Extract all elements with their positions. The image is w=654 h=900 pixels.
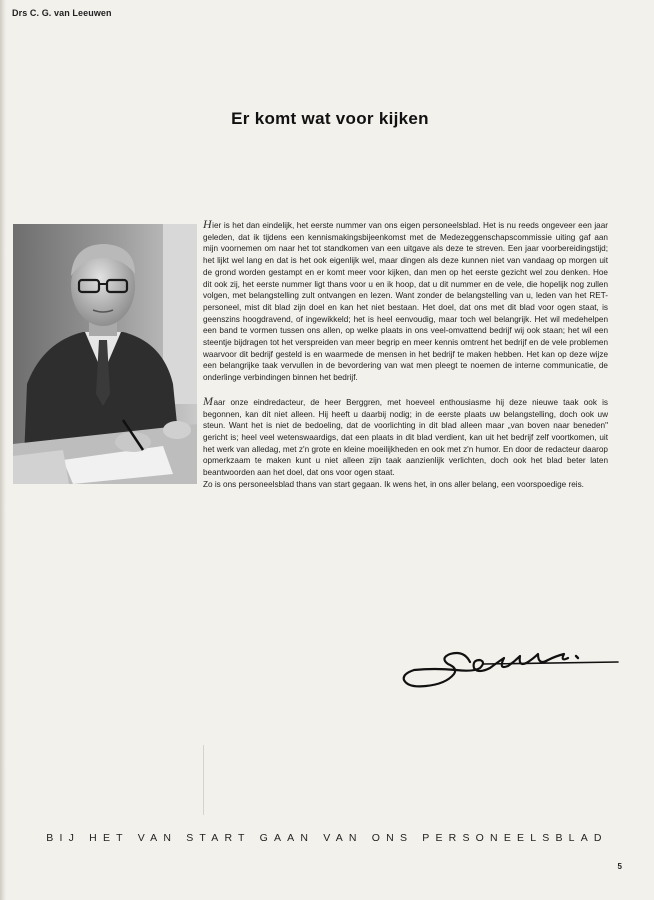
paragraph-text: ier is het dan eindelijk, het eerste nummer van ons eigen personeelsblad. Het is nu reeds ongeveer een jaar geleden, dat ik tijdens een kennismakingsbijeenkomst met de Medezeggenschapscommissie uiting gaf aan mijn voornemen om naar het tot standkomen van een uitgave als deze te streven. Een jaar voorbereidingstijd; het lijkt wel lang en dat is het ook eigenlijk wel, maar dingen als deze kunnen niet van vandaag op morgen uit de grond worden gestampt en er komt meer voor kijken, dan men op het eerste gezicht wel zou denken. Hoe dit ook zij, het eerste nummer ligt thans voor u en ik hoop, dat u dit nummer en de vele, die hopelijk nog zullen volgen, met belangstelling zult ontvangen en lezen. Want zonder de belangstelling van u, leden van het RET-personeel, mist dit blad zijn doel en kan het niet bestaan. Het doel, dat ons met dit blad voor ogen staat, is geenszins hoogdravend, of ingewikkeld; het is heel eenvoudig, maar toch wel belangrijk. Het wil medehelpen een band te vormen tussen ons allen, op welke plaats in ons veel-omvattend bedrijf wij ook staan; het wil een steentje bijdragen tot het verspreiden van meer begrip en meer kennis omtrent het bedrijf en de vele problemen waarvoor dit bedrijf gesteld is en waarmede de mensen in het bedrijf te maken hebben. Het kan op deze wijze een belangrijke taak vervullen in de bevordering van wat men pleegt te noemen de interne communicatie, de onderlinge verbindingen binnen het bedrijf.	[203, 221, 608, 383]
dropcap-letter: H	[203, 217, 212, 231]
handwritten-signature	[400, 640, 620, 700]
paragraph-closing: Zo is ons personeelsblad thans van start gegaan. Ik wens het, in ons aller belang, een voorspoedige reis.	[203, 479, 584, 489]
paragraph-intro	[203, 219, 608, 384]
author-name: Drs C. G. van Leeuwen	[12, 8, 112, 18]
paragraph-text: aar onze eindredacteur, de heer Berggren, met hoeveel enthousiasme hij deze nieuwe taak ook is begonnen, kan dit niet alleen. Hij heeft u daarbij nodig; in de eerste plaats uw belangstelling, doch ook uw steun. Want het is niet de bedoeling, dat de voorlichting in dit blad alleen maar „van boven naar beneden" gericht is; heel veel wetenswaardigs, dat een plaats in dit blad verdient, kan uit het bedrijf zelf voortkomen, uit het werk van alledag, met z'n grote en kleine moeilijkheden en ook met z'n humor. En door de redacteur daarop opmerkzaam te maken kunt u niet alleen zijn taak aanzienlijk verlichten, doch ook het blad beter laten beantwoorden aan het doel, dat ons voor ogen staat.	[203, 397, 608, 478]
author-portrait-photo	[13, 224, 197, 484]
article-body	[203, 219, 608, 490]
page-binding-edge	[0, 0, 6, 900]
column-divider	[203, 745, 204, 815]
paragraph-editor	[203, 393, 608, 479]
page-number: 5	[617, 862, 622, 871]
footer-banner: BIJ HET VAN START GAAN VAN ONS PERSONEELSBLAD	[46, 832, 608, 844]
dropcap-letter: M	[203, 393, 213, 408]
article-title: Er komt wat voor kijken	[231, 109, 429, 128]
